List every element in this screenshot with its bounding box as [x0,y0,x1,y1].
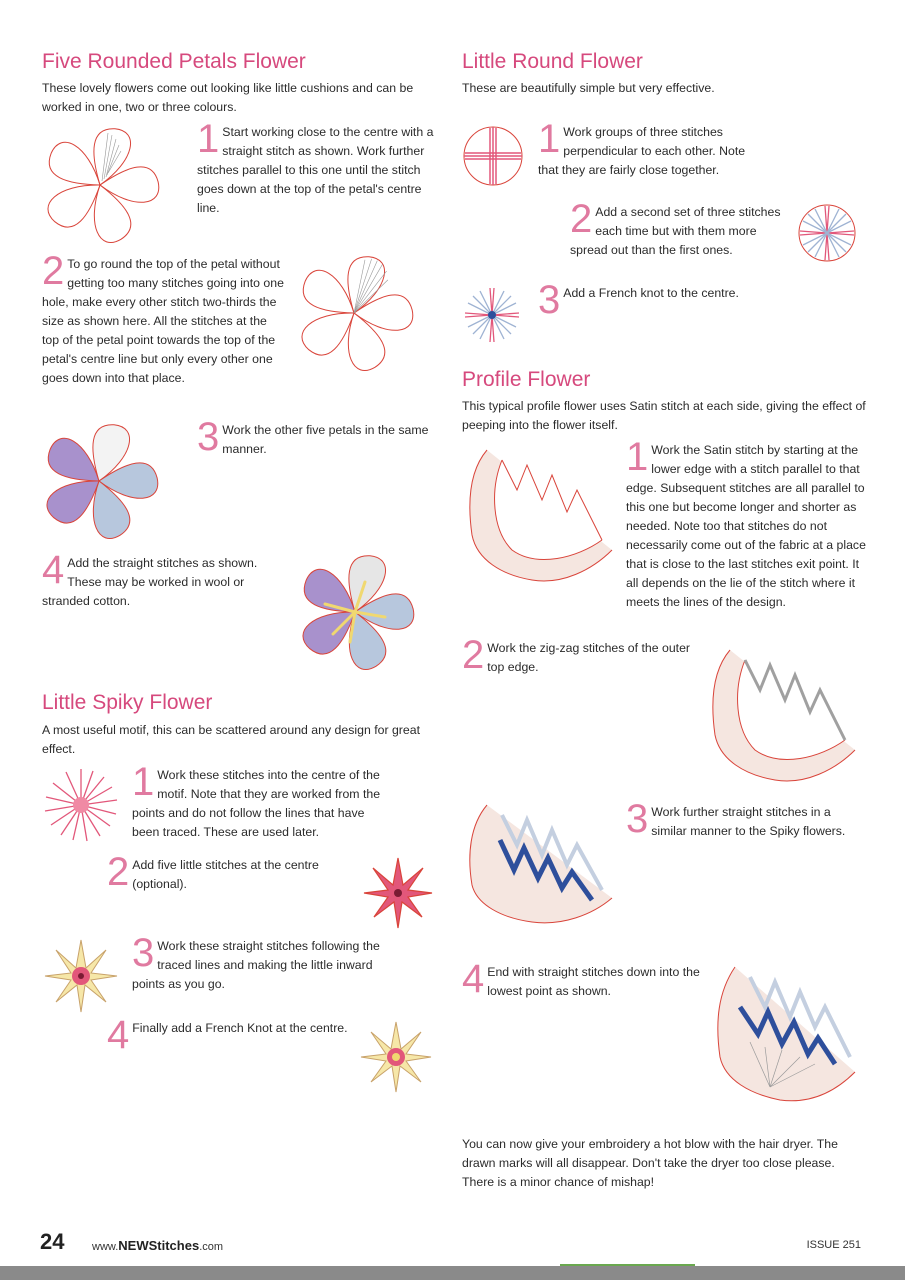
profile-flower-2 [705,640,860,790]
spiky-step-1 [132,760,382,842]
step-text: Add a second set of three stitches each time but with them more spread out than the first ones. [570,205,781,257]
page-number: 24 [40,1229,65,1254]
rounded-petals-title: Five Rounded Petals Flower [42,50,306,73]
step-number: 3 [197,415,220,459]
profile-flower-title: Profile Flower [462,368,591,391]
profile-step-4 [462,957,702,1001]
spiky-step-3 [132,931,382,994]
step-text: Work groups of three stitches perpendicular to each other. Note that they are fairly close together. [538,125,746,177]
rounded-step-2 [42,249,287,388]
bottom-bar [0,1266,905,1280]
step-number: 1 [132,760,155,804]
step-number: 1 [626,435,649,479]
step-number: 4 [42,548,65,592]
round-flower-intro: These are beautifully simple but very effective. [462,81,715,95]
profile-flower-4 [710,962,860,1110]
step-number: 2 [42,249,65,293]
step-text: To go round the top of the petal without getting too many stitches going into one hole, make every other stitch two-thirds the size as shown here. All the stitches at the top of the petal point towards the top of the petal's centre line but only every other one goes down into that place. [42,257,284,385]
rounded-flower-outline-1 [40,125,160,245]
profile-flower-3 [462,800,617,930]
spiky-flower-2 [360,855,436,931]
step-text: Add the straight stitches as shown. These may be worked in wool or stranded cotton. [42,556,258,608]
step-number: 4 [107,1013,130,1057]
profile-step-2 [462,633,702,677]
step-text: Work these straight stitches following the traced lines and making the little inward points as you go. [132,939,380,991]
rounded-step-1 [197,117,440,218]
rounded-step-3 [197,415,440,459]
spiky-step-4 [107,1013,357,1057]
step-number: 2 [107,850,130,894]
step-text: Add a French knot to the centre. [563,286,739,300]
step-text: End with straight stitches down into the lowest point as shown. [487,965,700,998]
step-text: Work the other five petals in the same manner. [222,423,429,456]
step-number: 3 [626,797,649,841]
round-flower-2 [797,203,857,263]
step-text: Work the zig-zag stitches of the outer top edge. [487,641,691,674]
url-suffix: .com [199,1241,224,1253]
step-text: Finally add a French Knot at the centre. [132,1021,348,1035]
issue-label: ISSUE 251 [806,1239,861,1251]
spiky-flower-3 [42,937,120,1015]
rounded-flower-coloured-3 [40,422,158,540]
step-number: 1 [538,117,561,161]
spiky-intro: A most useful motif, this can be scattered around any design for great effect. [42,723,420,756]
step-text: Add five little stitches at the centre (optional). [132,858,319,891]
round-flower-3 [462,285,522,345]
step-number: 3 [538,278,561,322]
step-number: 2 [462,633,485,677]
round-flower-1 [462,125,524,187]
footer-url[interactable] [92,1238,223,1253]
step-number: 2 [570,197,593,241]
closing-note: You can now give your embroidery a hot blow with the hair dryer. The drawn marks will all disappear. Don't take the dryer too close please. There is a minor chance of mishap! [462,1137,838,1189]
url-brand: NEWStitches [118,1238,200,1253]
spiky-title: Little Spiky Flower [42,691,213,714]
url-prefix: www. [92,1241,119,1253]
rounded-petals-intro: These lovely flowers come out looking like little cushions and can be worked in one, two or three colours. [42,81,414,114]
profile-step-3 [626,797,866,841]
profile-flower-1 [462,440,617,590]
step-number: 4 [462,957,485,1001]
step-text: Work these stitches into the centre of the motif. Note that they are worked from the points and do not follow the lines that have been traced. These are used later. [132,768,381,839]
spiky-step-2 [107,850,337,894]
rounded-flower-outline-2 [296,255,412,371]
rounded-step-4 [42,548,267,611]
step-text: Start working close to the centre with a straight stitch as shown. Work further stitches parallel to this one until the stitch goes down at the top of the petal's centre line. [197,125,434,215]
step-text: Work the Satin stitch by starting at the lower edge with a stitch parallel to that edge. Subsequent stitches are all parallel to this one but become longer and shorter as needed. Note too that stitches do not necessarily come out of the fabric at a place that is close to the last stitches exit point. It all depends on the lie of the stitch where it meets the lines of the design. [626,443,866,609]
round-step-3 [538,278,768,322]
round-flower-title: Little Round Flower [462,50,643,73]
step-number: 1 [197,117,220,161]
profile-flower-intro: This typical profile flower uses Satin stitch at each side, giving the effect of peeping into the flower itself. [462,399,866,432]
profile-step-1 [626,435,866,612]
spiky-flower-4 [358,1019,434,1095]
round-step-2 [570,197,790,260]
rounded-flower-finished-4 [296,553,414,671]
spiky-flower-1 [42,766,120,844]
round-step-1 [538,117,768,180]
step-number: 3 [132,931,155,975]
step-text: Work further straight stitches in a similar manner to the Spiky flowers. [651,805,846,838]
